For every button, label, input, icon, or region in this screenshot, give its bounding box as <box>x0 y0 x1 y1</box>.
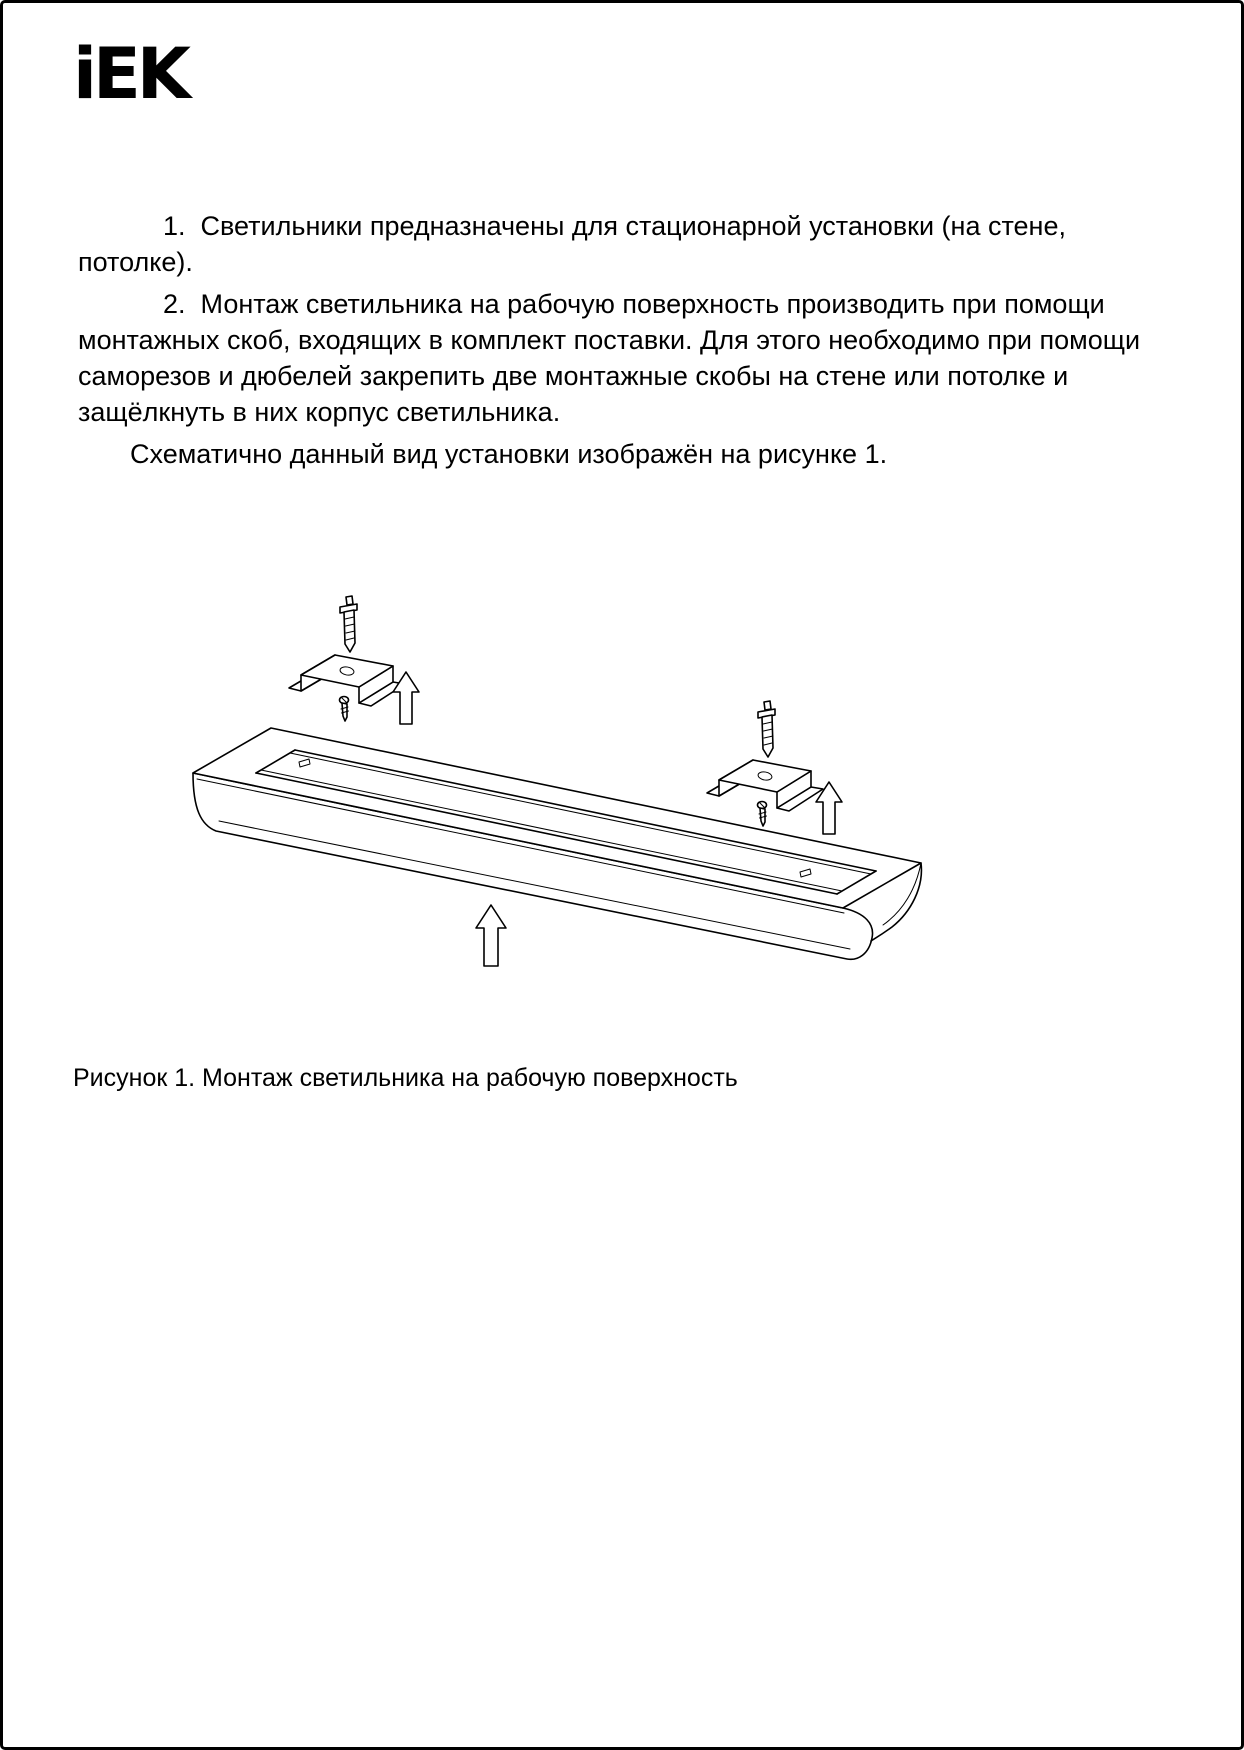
instruction-text-block <box>78 208 1168 478</box>
paragraph-3: Схематично данный вид установки изображён на рисунке 1. <box>130 439 888 469</box>
figure-1-installation-diagram <box>3 563 1244 1053</box>
luminaire-body <box>193 728 921 959</box>
dowel-left <box>340 596 357 652</box>
up-arrow-left-icon <box>393 672 419 724</box>
dowel-left-tip <box>346 596 353 605</box>
up-arrow-bottom-icon <box>476 905 506 966</box>
installation-drawing <box>3 563 1244 1053</box>
screw-right <box>758 802 767 827</box>
paragraph-1: 1. Светильники предназначены для стационарной установки (на стене, потолке). <box>78 211 1066 277</box>
screw-left <box>340 697 349 722</box>
dowel-right-tip <box>764 701 771 710</box>
iek-logo: iEK <box>73 33 188 115</box>
figure-caption: Рисунок 1. Монтаж светильника на рабочую поверхность <box>73 1064 738 1092</box>
dowel-right <box>758 701 775 757</box>
paragraph-2: 2. Монтаж светильника на рабочую поверхность производить при помощи монтажных скоб, входящих в комплект поставки. Для этого необходимо при помощи саморезов и дюбелей закрепить две монтажные скобы на стене или потолке и защёлкнуть в них корпус светильника. <box>78 289 1141 427</box>
